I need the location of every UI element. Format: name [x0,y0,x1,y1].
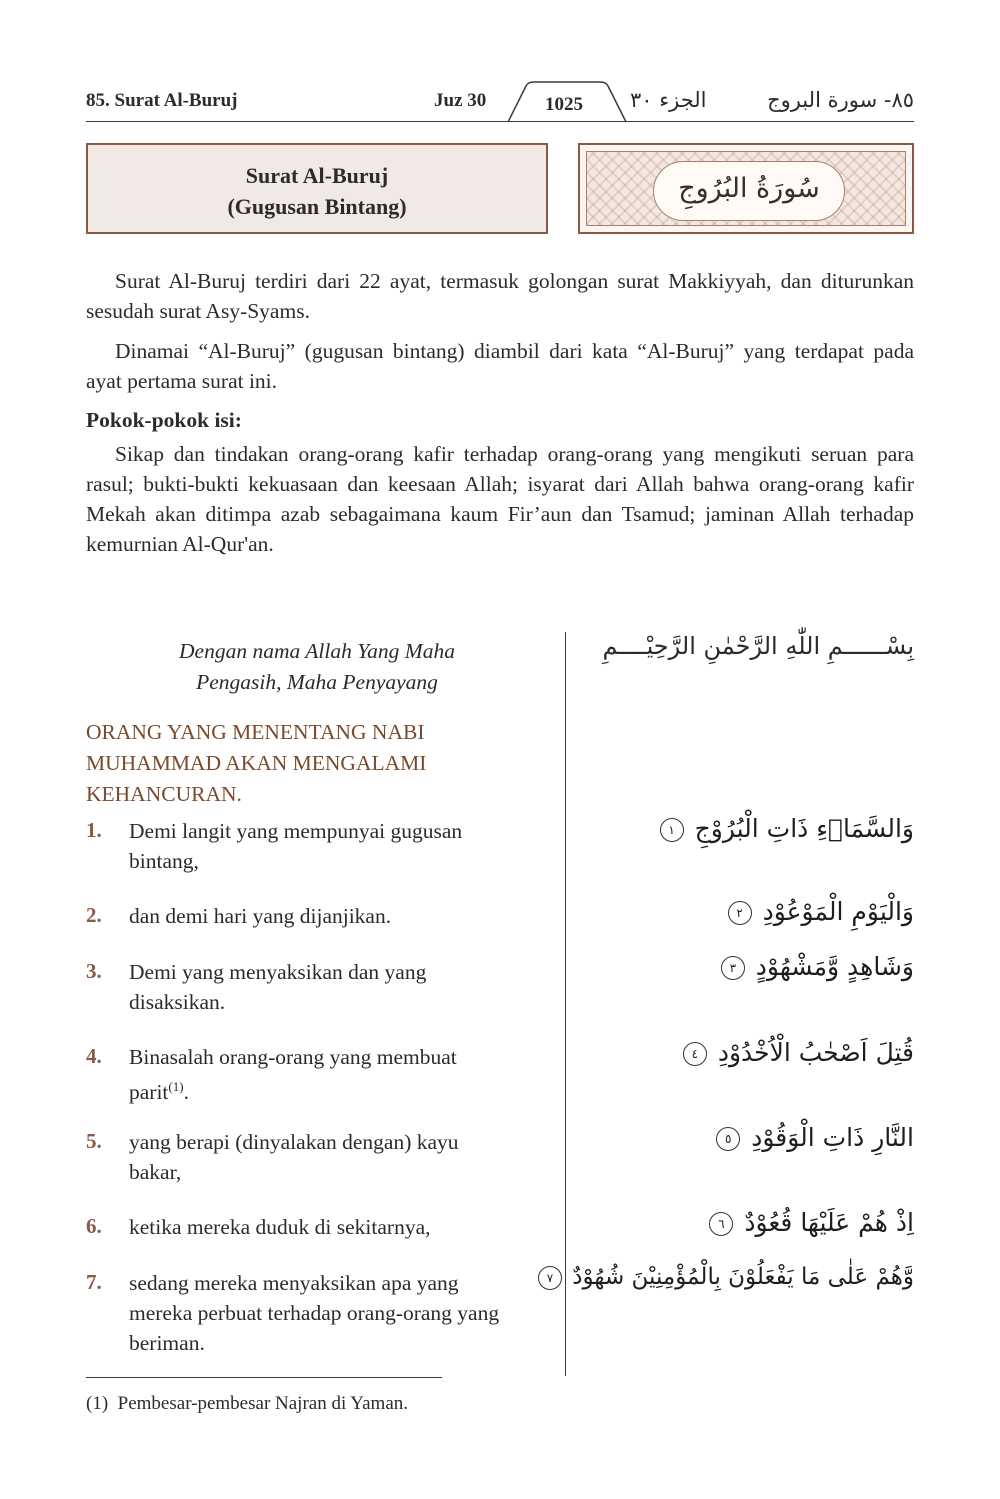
ayah-number-marker: ٧ [538,1266,562,1290]
verse-arabic [721,952,914,981]
section-heading-line: ORANG YANG MENENTANG NABI [86,720,425,744]
verse-number: 6. [86,1214,102,1238]
header-juz-arabic: الجزء ٣٠ [630,88,707,112]
verse-line: Demi langit yang mempunyai gugusan [129,819,463,843]
surah-subtitle: (Gugusan Bintang) [227,194,407,219]
pokok-isi-heading: Pokok-pokok isi: [86,408,242,432]
footnote-rule [86,1377,442,1378]
verse-line [129,1072,559,1107]
surah-title-box [86,143,548,234]
verse-translation [129,957,559,1017]
basmalah-arabic: بِسْــــــمِ اللّٰهِ الرَّحْمٰنِ الرَّحِيْــــمِ [602,632,914,660]
footnote-text: Pembesar-pembesar Najran di Yaman. [117,1393,408,1414]
intro-paragraph-2: Dinamai “Al-Buruj” (gugusan bintang) diambil dari kata “Al-Buruj” yang terdapat pada ayat pertama surat ini. [86,339,914,393]
verse-arabic [660,814,914,843]
verse-number: 7. [86,1270,102,1294]
ornament-pattern [586,151,906,226]
pokok-isi-text: Sikap dan tindakan orang-orang kafir terhadap orang-orang yang mengikuti seruan para rasul; bukti-bukti kekuasaan dan keesaan Allah; isyarat dari Allah bahwa orang-orang kafir Mekah akan ditimpa azab sebagaimana kaum Fir’aun dan Tsamud; jaminan Allah terhadap kemurnian Al-Qur'an. [86,442,914,556]
basmalah-translation-line: Dengan nama Allah Yang Maha [179,639,455,663]
verse-translation [129,816,559,876]
surah-title: Surat Al-Buruj [245,163,389,188]
verse-line: mereka perbuat terhadap orang-orang yang [129,1301,500,1325]
verse-number: 2. [86,903,102,927]
surah-title-arabic: سُورَةُ البُرُوجِ [678,173,820,204]
verse-line: dan demi hari yang dijanjikan. [129,904,392,928]
footnote-reference[interactable]: (1) [168,1079,184,1094]
ayah-number-marker: ٤ [683,1042,707,1066]
verse-line: ketika mereka duduk di sekitarnya, [129,1215,431,1239]
section-heading-line: MUHAMMAD AKAN MENGALAMI [86,751,427,775]
ayah-number-marker: ٢ [728,901,752,925]
verse-number: 4. [86,1044,102,1068]
verse-arabic-text: النَّارِ ذَاتِ الْوَقُوْدِ [751,1123,914,1152]
verse-line: beriman. [129,1331,205,1355]
ayah-number-marker: ٦ [709,1212,733,1236]
verse-line: bintang, [129,849,199,873]
verse-arabic [709,1208,914,1237]
basmalah-translation [86,636,548,698]
verse-translation [129,901,559,931]
verse-line: sedang mereka menyaksikan apa yang [129,1271,459,1295]
ornament-cartouche [653,161,845,221]
verse-line: Binasalah orang-orang yang membuat [129,1045,457,1069]
verse-arabic-text: وَالْيَوْمِ الْمَوْعُوْدِ [762,897,914,926]
verse-number: 3. [86,959,102,983]
verse-arabic-text: وَالسَّمَاۤءِ ذَاتِ الْبُرُوْجِ [694,814,914,843]
verse-translation [129,1127,559,1187]
verse-arabic-text: وَّهُمْ عَلٰى مَا يَفْعَلُوْنَ بِالْمُؤْمِنِيْنَ شُهُوْدٌ [572,1264,914,1290]
verse-line: bakar, [129,1160,182,1184]
verse-arabic-text: قُتِلَ اَصْحٰبُ الْاُخْدُوْدِ [717,1038,914,1067]
footnote-marker: (1) [86,1393,109,1414]
verse-number: 5. [86,1129,102,1153]
header-surah-arabic: ٨٥- سورة البروج [767,88,914,112]
section-heading [86,717,506,810]
verse-translation [129,1212,559,1242]
basmalah-translation-line: Pengasih, Maha Penyayang [196,670,438,694]
section-heading-line: KEHANCURAN. [86,782,242,806]
intro-paragraph-1: Surat Al-Buruj terdiri dari 22 ayat, termasuk golongan surat Makkiyyah, dan diturunkan sesudah surat Asy-Syams. [86,269,914,323]
verse-translation [129,1042,559,1107]
verse-number: 1. [86,818,102,842]
verse-line-text: parit [129,1080,169,1105]
verse-line: Demi yang menyaksikan dan yang [129,960,427,984]
verse-arabic-text: وَشَاهِدٍ وَّمَشْهُوْدٍ [755,952,914,981]
header-juz-label: Juz 30 [434,90,487,111]
footnote [86,1393,408,1415]
verse-arabic [683,1038,914,1067]
page-number: 1025 [545,94,583,115]
surah-ornament-panel [578,143,914,234]
verse-arabic [728,897,914,926]
verse-line: disaksikan. [129,990,226,1014]
ayah-number-marker: ١ [660,818,684,842]
header-rule [86,121,914,122]
header-surah-label: 85. Surat Al-Buruj [86,90,238,111]
verse-line: yang berapi (dinyalakan dengan) kayu [129,1130,459,1154]
verse-line-text: . [183,1080,189,1105]
ayah-number-marker: ٥ [716,1127,740,1151]
verse-arabic [538,1264,914,1290]
verse-arabic [716,1123,914,1152]
ayah-number-marker: ٣ [721,956,745,980]
verse-arabic-text: اِذْ هُمْ عَلَيْهَا قُعُوْدٌ [744,1208,914,1237]
verse-translation [129,1268,559,1358]
